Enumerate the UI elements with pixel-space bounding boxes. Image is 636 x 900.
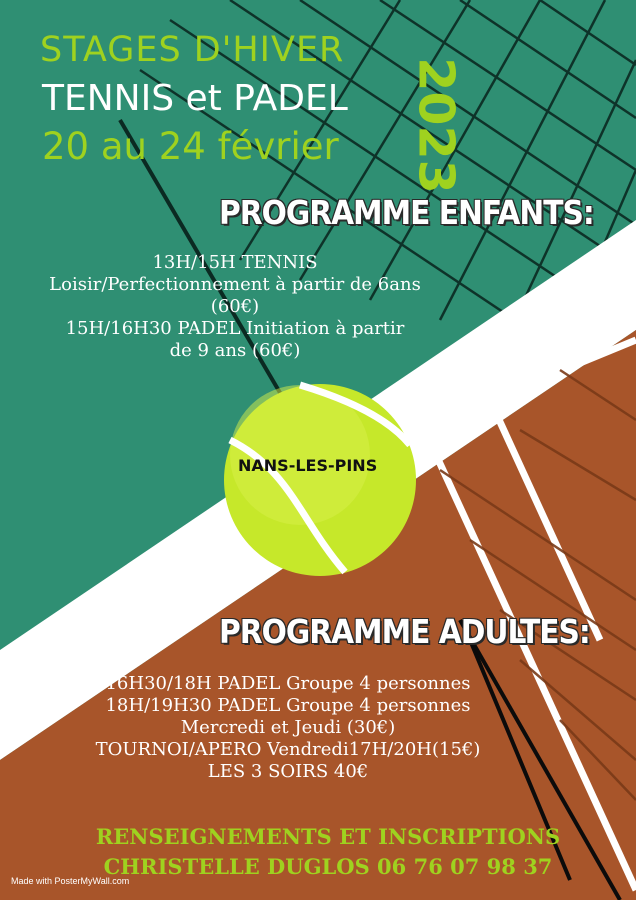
tennis-ball-icon [224, 384, 416, 576]
year-label: 2023 [407, 57, 465, 194]
adults-program-title: PROGRAMME ADULTES: [219, 612, 590, 651]
kids-line: Loisir/Perfectionnement à partir de 6ans [49, 274, 421, 295]
title-sports: TENNIS et PADEL [42, 78, 348, 119]
made-with-credit: Made with PosterMyWall.com [11, 876, 130, 886]
title-stages: STAGES D'HIVER [40, 30, 345, 70]
adults-line: 16H30/18H PADEL Groupe 4 personnes [105, 673, 471, 694]
kids-line: 13H/15H TENNIS [152, 252, 318, 273]
location-label: NANS-LES-PINS [238, 456, 378, 475]
adults-line: 18H/19H30 PADEL Groupe 4 personnes [105, 695, 471, 716]
kids-line: 15H/16H30 PADEL Initiation à partir [65, 318, 405, 339]
kids-program-text [30, 252, 440, 362]
adults-line: LES 3 SOIRS 40€ [207, 761, 369, 782]
kids-program-title: PROGRAMME ENFANTS: [219, 193, 594, 232]
contact-heading: RENSEIGNEMENTS ET INSCRIPTIONS [95, 824, 561, 849]
kids-line: de 9 ans (60€) [169, 340, 301, 361]
contact-person-phone: CHRISTELLE DUGLOS 06 76 07 98 37 [103, 854, 553, 879]
adults-program-text [48, 673, 528, 783]
adults-line: Mercredi et Jeudi (30€) [180, 717, 396, 738]
adults-line: TOURNOI/APERO Vendredi17H/20H(15€) [95, 739, 481, 760]
kids-line: (60€) [210, 296, 260, 317]
title-dates: 20 au 24 février [42, 125, 339, 168]
